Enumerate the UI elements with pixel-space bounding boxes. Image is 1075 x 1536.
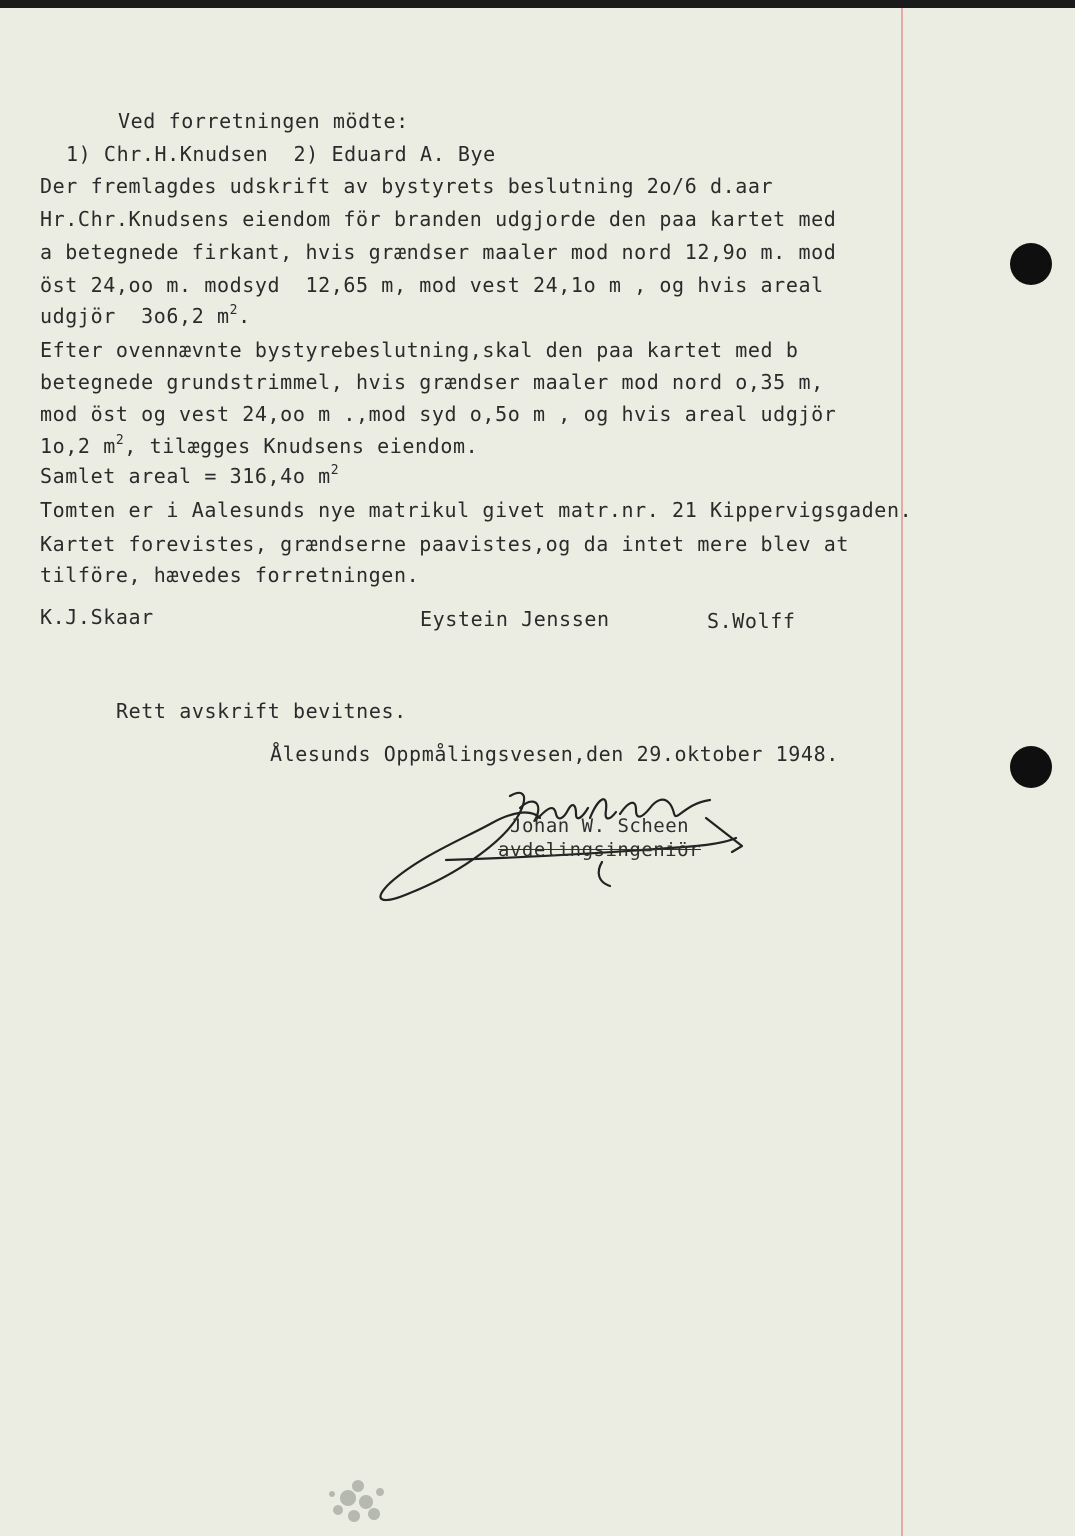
line-text: 1o,2 m <box>40 434 116 458</box>
signatory-3: S.Wolff <box>707 609 796 633</box>
text-line: a betegnede firkant, hvis grændser maaler mod nord 12,9o m. mod <box>40 240 837 264</box>
margin-rule <box>901 8 903 1536</box>
signer-name: Johan W. Scheen <box>510 815 690 837</box>
text-line: tilföre, hævedes forretningen. <box>40 563 420 587</box>
text-line: Hr.Chr.Knudsens eiendom för branden udgjorde den paa kartet med <box>40 207 837 231</box>
place-date-line: Ålesunds Oppmålingsvesen,den 29.oktober 1948. <box>270 742 839 766</box>
text-line: Der fremlagdes udskrift av bystyrets beslutning 2o/6 d.aar <box>40 174 774 198</box>
text-line <box>40 304 251 328</box>
heading-line: Ved forretningen mödte: <box>118 109 409 133</box>
text-line: betegnede grundstrimmel, hvis grændser maaler mod nord o,35 m, <box>40 370 824 394</box>
line-text: . <box>238 304 251 328</box>
attestation-line: Rett avskrift bevitnes. <box>116 699 407 723</box>
punch-hole <box>1010 243 1052 285</box>
document-page <box>0 8 1075 1536</box>
line-text: , tilægges Knudsens eiendom. <box>124 434 479 458</box>
line-text: Samlet areal = 316,4o m <box>40 464 331 488</box>
signatory-2: Eystein Jenssen <box>420 607 610 631</box>
superscript: 2 <box>115 433 125 448</box>
text-line: Kartet forevistes, grændserne paavistes,og da intet mere blev at <box>40 532 850 556</box>
text-line: mod öst og vest 24,oo m .,mod syd o,5o m , og hvis areal udgjör <box>40 402 837 426</box>
ink-smudge <box>318 1466 398 1526</box>
text-line: Tomten er i Aalesunds nye matrikul givet matr.nr. 21 Kippervigsgaden. <box>40 498 913 522</box>
signer-title: avdelingsingeniör <box>498 839 701 861</box>
superscript: 2 <box>330 463 340 478</box>
line-text: udgjör 3o6,2 m <box>40 304 230 328</box>
text-line <box>40 434 478 458</box>
text-line: öst 24,oo m. modsyd 12,65 m, mod vest 24,1o m , og hvis areal <box>40 273 824 297</box>
superscript: 2 <box>229 303 239 318</box>
text-line: Efter ovennævnte bystyrebeslutning,skal den paa kartet med b <box>40 338 799 362</box>
attendees-line: 1) Chr.H.Knudsen 2) Eduard A. Bye <box>66 142 496 166</box>
signatory-1: K.J.Skaar <box>40 605 154 629</box>
punch-hole <box>1010 746 1052 788</box>
text-line <box>40 464 339 488</box>
